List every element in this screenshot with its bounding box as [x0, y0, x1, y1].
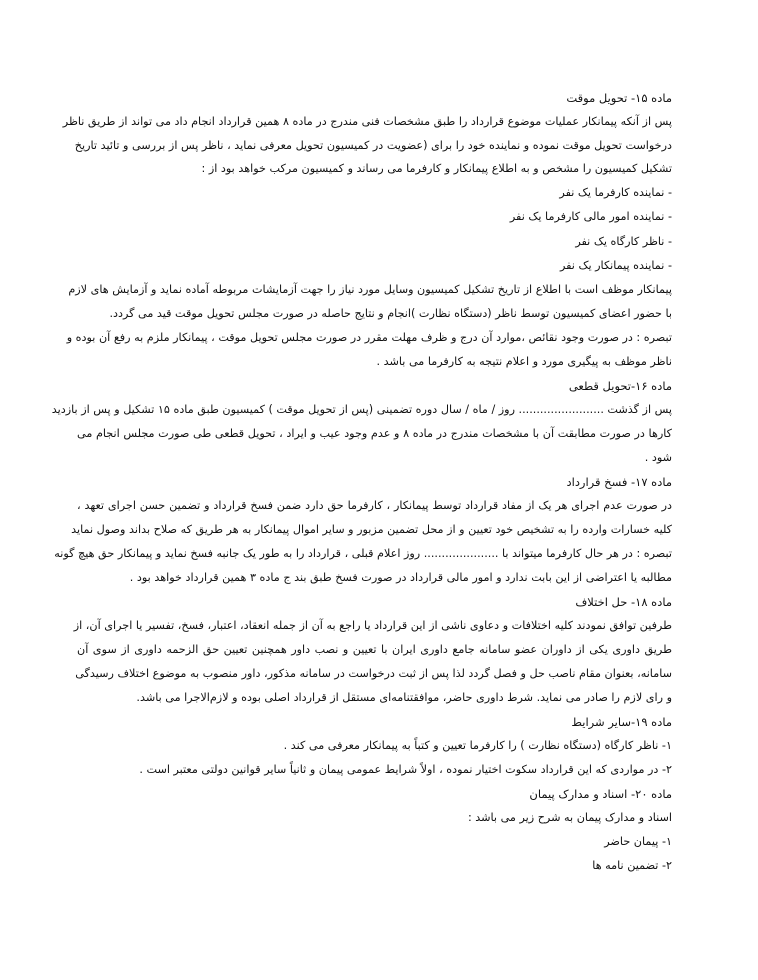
article-16-heading: ماده ۱۶-تحویل قطعی — [568, 379, 672, 393]
article-15-paragraph-line: با حضور اعضای کمیسیون توسط ناظر (دستگاه نظارت )انجام و نتایج حاصله در صورت مجلس تحویل موقت قید می گردد. — [109, 307, 672, 320]
article-18-line: طریق داوری یکی از داوران عضو سامانه جامع داوری ایران با تعیین و نصب داور همچنین تعیین حق الزحمه داوری از سوی آن — [77, 643, 672, 656]
article-19-item: ۱- ناظر کارگاه (دستگاه نظارت ) را کارفرما تعیین و کتباً به پیمانکار معرفی می کند . — [283, 739, 672, 752]
article-20-item: ۲- تضمین نامه ها — [592, 859, 672, 872]
commission-member: - نماینده امور مالی کارفرما یک نفر — [509, 210, 672, 223]
article-15-paragraph-line: پیمانکار موظف است با اطلاع از تاریخ تشکیل کمیسیون وسایل مورد نیاز را جهت آزمایشات مربوطه آماده نماید و آزمایش های لازم — [68, 283, 672, 296]
article-17-line: مطالبه یا اعتراضی از این بابت ندارد و امور مالی قرارداد در صورت فسخ طبق بند ج ماده ۳ همین قرارداد خواهد بود . — [129, 571, 672, 584]
article-20-heading: ماده ۲۰- اسناد و مدارک پیمان — [529, 787, 672, 801]
article-18-line: طرفین توافق نمودند کلیه اختلافات و دعاوی ناشی از این قرارداد یا راجع به آن از جمله انعقاد، اعتبار، فسخ، تفسیر یا اجرای آن، از — [73, 619, 672, 632]
article-20-intro: اسناد و مدارک پیمان به شرح زیر می باشد : — [467, 811, 672, 824]
article-18-heading: ماده ۱۸- حل اختلاف — [575, 595, 672, 609]
commission-member: - نماینده کارفرما یک نفر — [559, 186, 672, 199]
article-17-line: تبصره : در هر حال کارفرما میتواند با ..................... روز اعلام قبلی ، قرارداد را به طور یک جانبه فسخ نماید و پیمانکار حق هیچ گونه — [54, 547, 672, 560]
article-16-line: پس از گذشت ........................ روز / ماه / سال دوره تضمینی (پس از تحویل موقت ) کمیسیون طبق ماده ۱۵ تشکیل و پس از بازدید — [51, 403, 672, 416]
commission-member: - نماینده پیمانکار یک نفر — [559, 259, 672, 272]
article-19-item: ۲- در مواردی که این قرارداد سکوت اختیار نموده ، اولاً شرایط عمومی پیمان و ثانیاً سایر قوانین دولتی معتبر است . — [139, 763, 672, 776]
article-18-line: و رای لازم را صادر می نماید. شرط داوری حاضر، موافقتنامه‌ای مستقل از قرارداد اصلی بوده و لازم‌الاجرا می باشد. — [136, 691, 672, 704]
article-20-item: ۱- پیمان حاضر — [604, 835, 672, 848]
article-17-heading: ماده ۱۷- فسخ قرارداد — [566, 475, 672, 489]
article-15-heading: ماده ۱۵- تحویل موقت — [566, 91, 672, 105]
article-16-line: شود . — [644, 451, 672, 464]
article-17-line: کلیه خسارات وارده را به تشخیص خود تعیین و از محل تضمین مزبور و سایر اموال پیمانکار به هر طریق که صلاح بداند وصول نماید — [71, 523, 672, 536]
article-15-line: درخواست تحویل موقت نموده و نماینده خود را برای (عضویت در کمیسیون تحویل معرفی نماید ، ناظر پس از بررسی و تائید تاریخ — [74, 139, 672, 152]
article-15-line: پس از آنکه پیمانکار عملیات موضوع قرارداد را طبق مشخصات فنی مندرج در ماده ۸ همین قرارداد انجام داد می تواند از طریق ناظر — [62, 115, 672, 128]
commission-member: - ناظر کارگاه یک نفر — [575, 235, 672, 248]
article-15-note-line: تبصره : در صورت وجود نقائص ،موارد آن درج و ظرف مهلت مقرر در صورت مجلس تحویل موقت ، پیمانکار ملزم به رفع آن بوده و — [66, 331, 672, 344]
article-16-line: کارها در صورت مطابقت آن با مشخصات مندرج در ماده ۸ و عدم وجود عیب و ایراد ، تحویل قطعی طی صورت مجلس انجام می — [77, 427, 672, 440]
article-17-line: در صورت عدم اجرای هر یک از مفاد قرارداد توسط پیمانکار ، کارفرما حق دارد ضمن فسخ قرارداد و تضمین حسن اجرای تعهد ، — [77, 499, 672, 512]
article-15-line: تشکیل کمیسیون را مشخص و به اطلاع پیمانکار و کارفرما می رساند و کمیسیون مرکب خواهد بود از : — [201, 162, 672, 175]
article-19-heading: ماده ۱۹-سایر شرایط — [571, 715, 672, 729]
article-18-line: سامانه، بعنوان مقام ناصب حل و فصل گردد لذا پس از ثبت درخواست در سامانه مذکور، داور منصوب به موضوع اختلاف رسیدگی — [75, 667, 672, 680]
article-15-note-line: ناظر موظف به پیگیری مورد و اعلام نتیجه به کارفرما می باشد . — [376, 355, 672, 368]
